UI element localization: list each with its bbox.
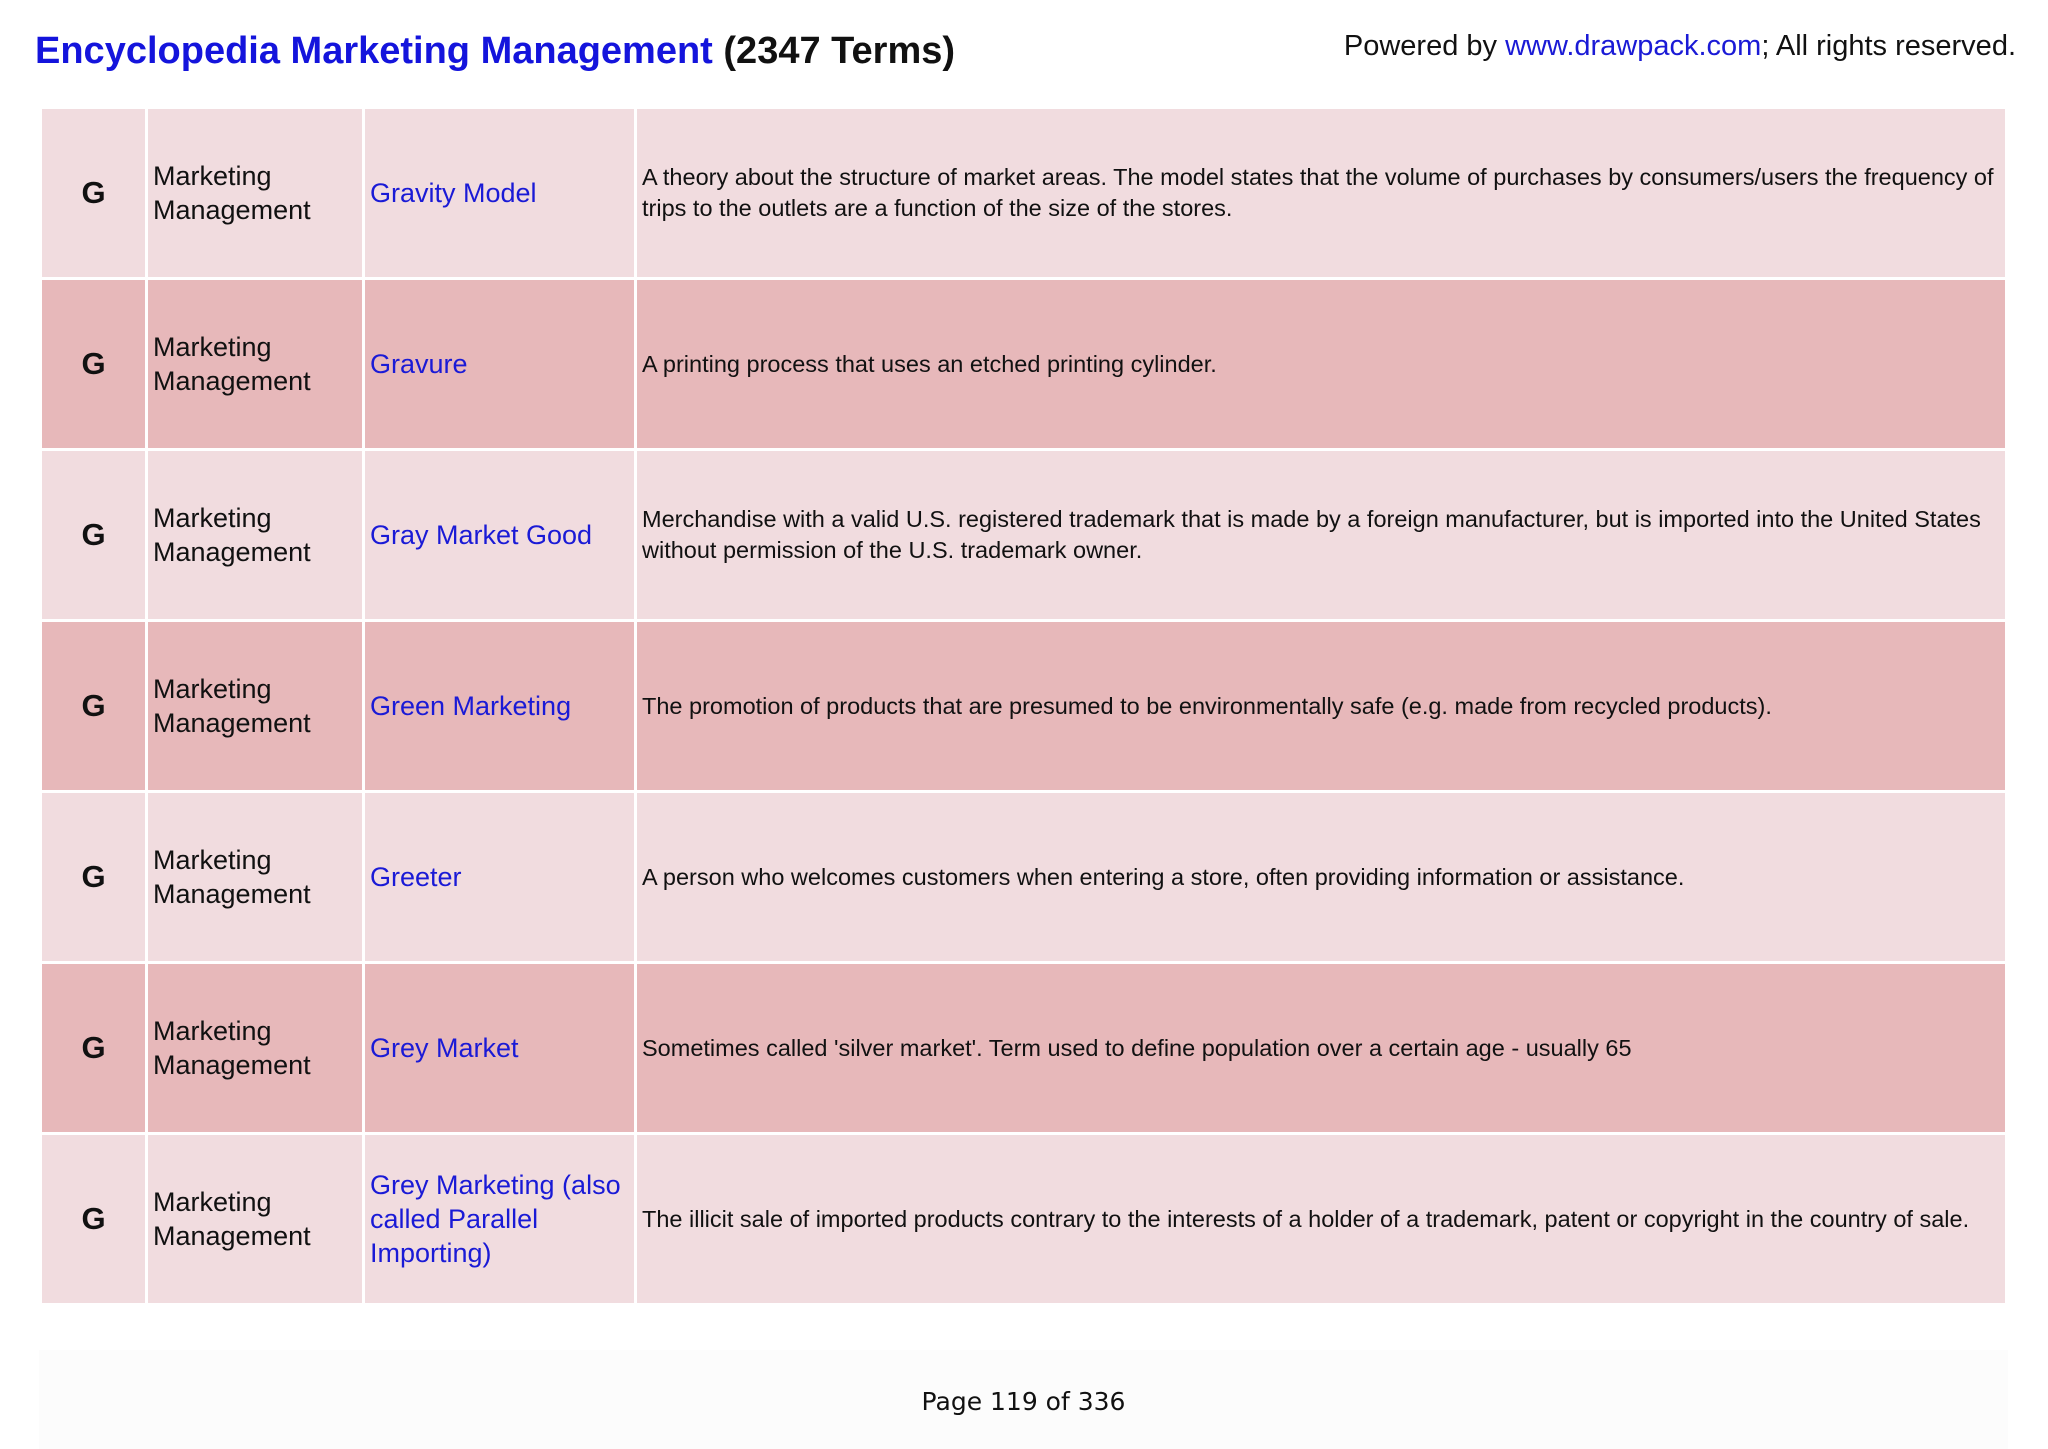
definition-cell: A person who welcomes customers when entering a store, often providing information or assistance. [636,792,2007,963]
term-link[interactable]: Greeter [364,792,636,963]
category-cell: Marketing Management [147,621,364,792]
category-cell: Marketing Management [147,450,364,621]
powered-by [1344,30,2016,63]
term-link[interactable]: Gravity Model [364,108,636,279]
term-count: (2347 Terms) [723,30,956,72]
category-cell: Marketing Management [147,279,364,450]
terms-table [39,106,2008,1306]
table-row [41,1134,2007,1305]
letter-cell: G [41,450,147,621]
powered-prefix: Powered by [1343,30,1506,62]
table-row [41,963,2007,1134]
table-row [41,792,2007,963]
page-title [35,30,955,73]
definition-cell: A theory about the structure of market areas. The model states that the volume of purchases by consumers/users the frequency of trips to the outlets are a function of the size of the stores. [636,108,2007,279]
term-link[interactable]: Grey Marketing (also called Parallel Importing) [364,1134,636,1305]
term-link[interactable]: Green Marketing [364,621,636,792]
definition-cell: The illicit sale of imported products contrary to the interests of a holder of a trademark, patent or copyright in the country of sale. [636,1134,2007,1305]
page-footer [39,1350,2008,1449]
table-row [41,621,2007,792]
page-number: Page 119 of 336 [921,1387,1126,1416]
category-cell: Marketing Management [147,108,364,279]
table-row [41,279,2007,450]
category-cell: Marketing Management [147,1134,364,1305]
letter-cell: G [41,792,147,963]
page-header [0,0,2048,106]
powered-suffix: ; All rights reserved. [1761,30,2016,62]
drawpack-link[interactable]: www.drawpack.com [1505,30,1762,62]
definition-cell: A printing process that uses an etched printing cylinder. [636,279,2007,450]
title-link[interactable]: Encyclopedia Marketing Management [35,30,713,72]
definition-cell: Merchandise with a valid U.S. registered trademark that is made by a foreign manufacturer, but is imported into the United States without permission of the U.S. trademark owner. [636,450,2007,621]
letter-cell: G [41,963,147,1134]
term-link[interactable]: Gray Market Good [364,450,636,621]
definition-cell: Sometimes called 'silver market'. Term used to define population over a certain age - usually 65 [636,963,2007,1134]
category-cell: Marketing Management [147,792,364,963]
definition-cell: The promotion of products that are presumed to be environmentally safe (e.g. made from recycled products). [636,621,2007,792]
letter-cell: G [41,621,147,792]
letter-cell: G [41,279,147,450]
term-link[interactable]: Gravure [364,279,636,450]
term-link[interactable]: Grey Market [364,963,636,1134]
category-cell: Marketing Management [147,963,364,1134]
table-row [41,450,2007,621]
letter-cell: G [41,1134,147,1305]
table-row [41,108,2007,279]
letter-cell: G [41,108,147,279]
